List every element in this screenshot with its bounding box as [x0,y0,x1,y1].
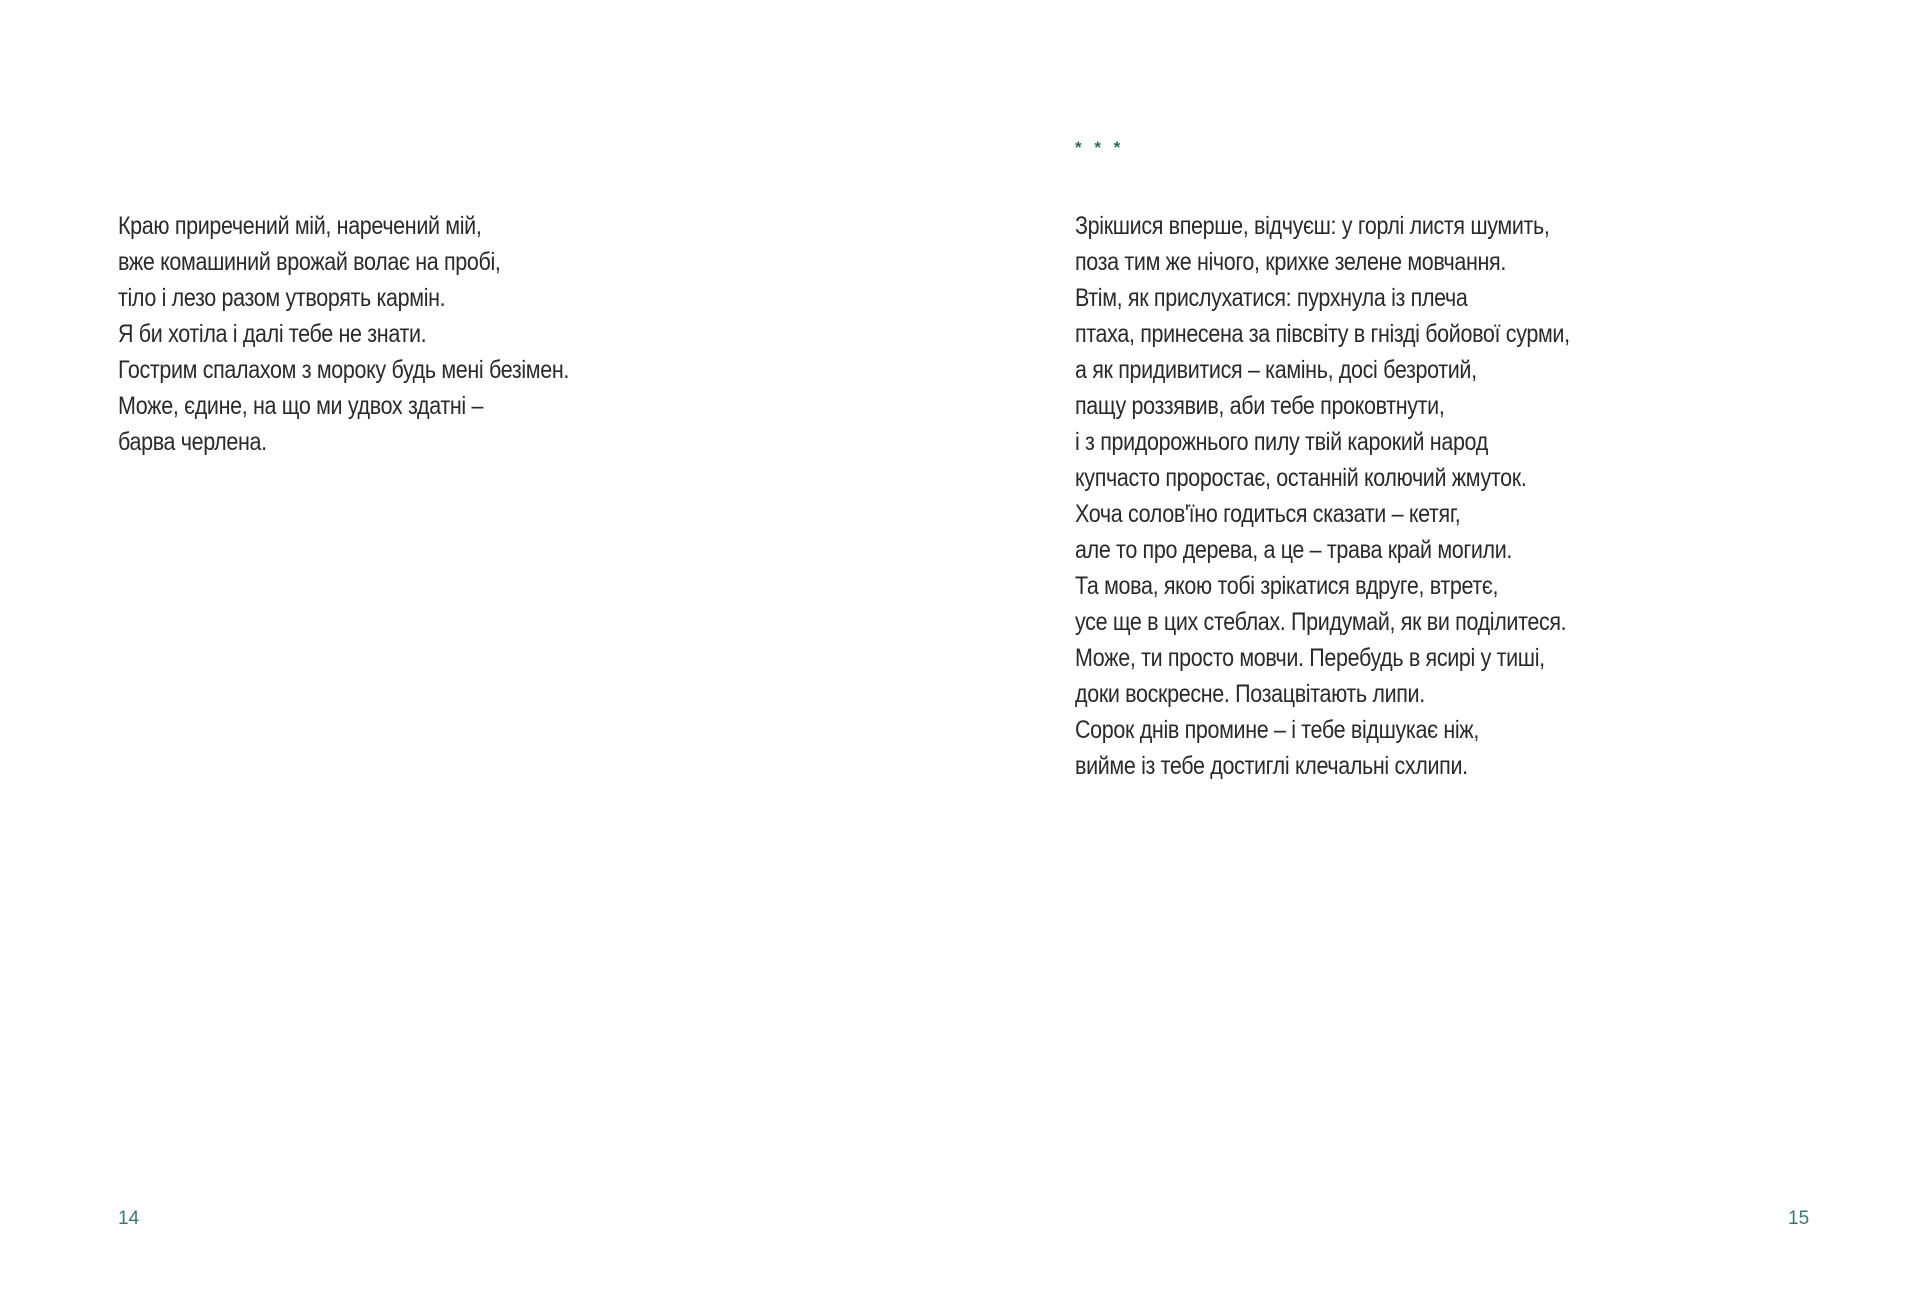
poem-line: усе ще в цих стеблах. Придумай, як ви поділитеся. [1075,608,1567,636]
poem-line: купчасто проростає, останній колючий жмуток. [1075,464,1527,492]
poem-line: а як придивитися – камінь, досі безротий, [1075,356,1477,384]
poem-line: Я би хотіла і далі тебе не знати. [118,320,427,348]
poem-line: Може, ти просто мовчи. Перебудь в ясирі у тиші, [1075,644,1545,672]
poem-line: Хоча солов'їно годиться сказати – кетяг, [1075,500,1461,528]
poem-line: Зрікшися вперше, відчуєш: у горлі листя шумить, [1075,212,1550,240]
poem-line: доки воскресне. Позацвітають липи. [1075,680,1425,708]
poem-left [118,208,642,460]
poem-line: Краю приречений мій, наречений мій, [118,212,482,240]
poem-line: Може, єдине, на що ми удвох здатні – [118,392,484,420]
poem-line: пащу роззявив, аби тебе проковтнути, [1075,392,1445,420]
poem-line: і з придорожнього пилу твій карокий народ [1075,428,1488,456]
poem-line: Втім, як прислухатися: пурхнула із плеча [1075,284,1468,312]
section-separator-stars: * * * [1075,138,1125,157]
poem-line: Гострим спалахом з мороку будь мені безімен. [118,356,570,384]
poem-line: вийме із тебе достиглі клечальні схлипи. [1075,752,1468,780]
poem-line: барва черлена. [118,428,267,456]
poem-line: поза тим же нічого, крихке зелене мовчання. [1075,248,1506,276]
poem-line: птаха, принесена за півсвіту в гнізді бойової сурми, [1075,320,1570,348]
poem-line: тіло і лезо разом утворять кармін. [118,284,446,312]
page-number-left: 14 [118,1208,140,1229]
right-page [960,0,1920,1304]
poem-line: але то про дерева, а це – трава край могили. [1075,536,1513,564]
poem-line: Сорок днів промине – і тебе відшукає ніж, [1075,716,1479,744]
poem-line: Та мова, якою тобі зрікатися вдруге, втретє, [1075,572,1499,600]
poem-right [1075,208,1650,784]
page-number-right: 15 [1788,1208,1810,1229]
poem-line: вже комашиний врожай волає на пробі, [118,248,501,276]
